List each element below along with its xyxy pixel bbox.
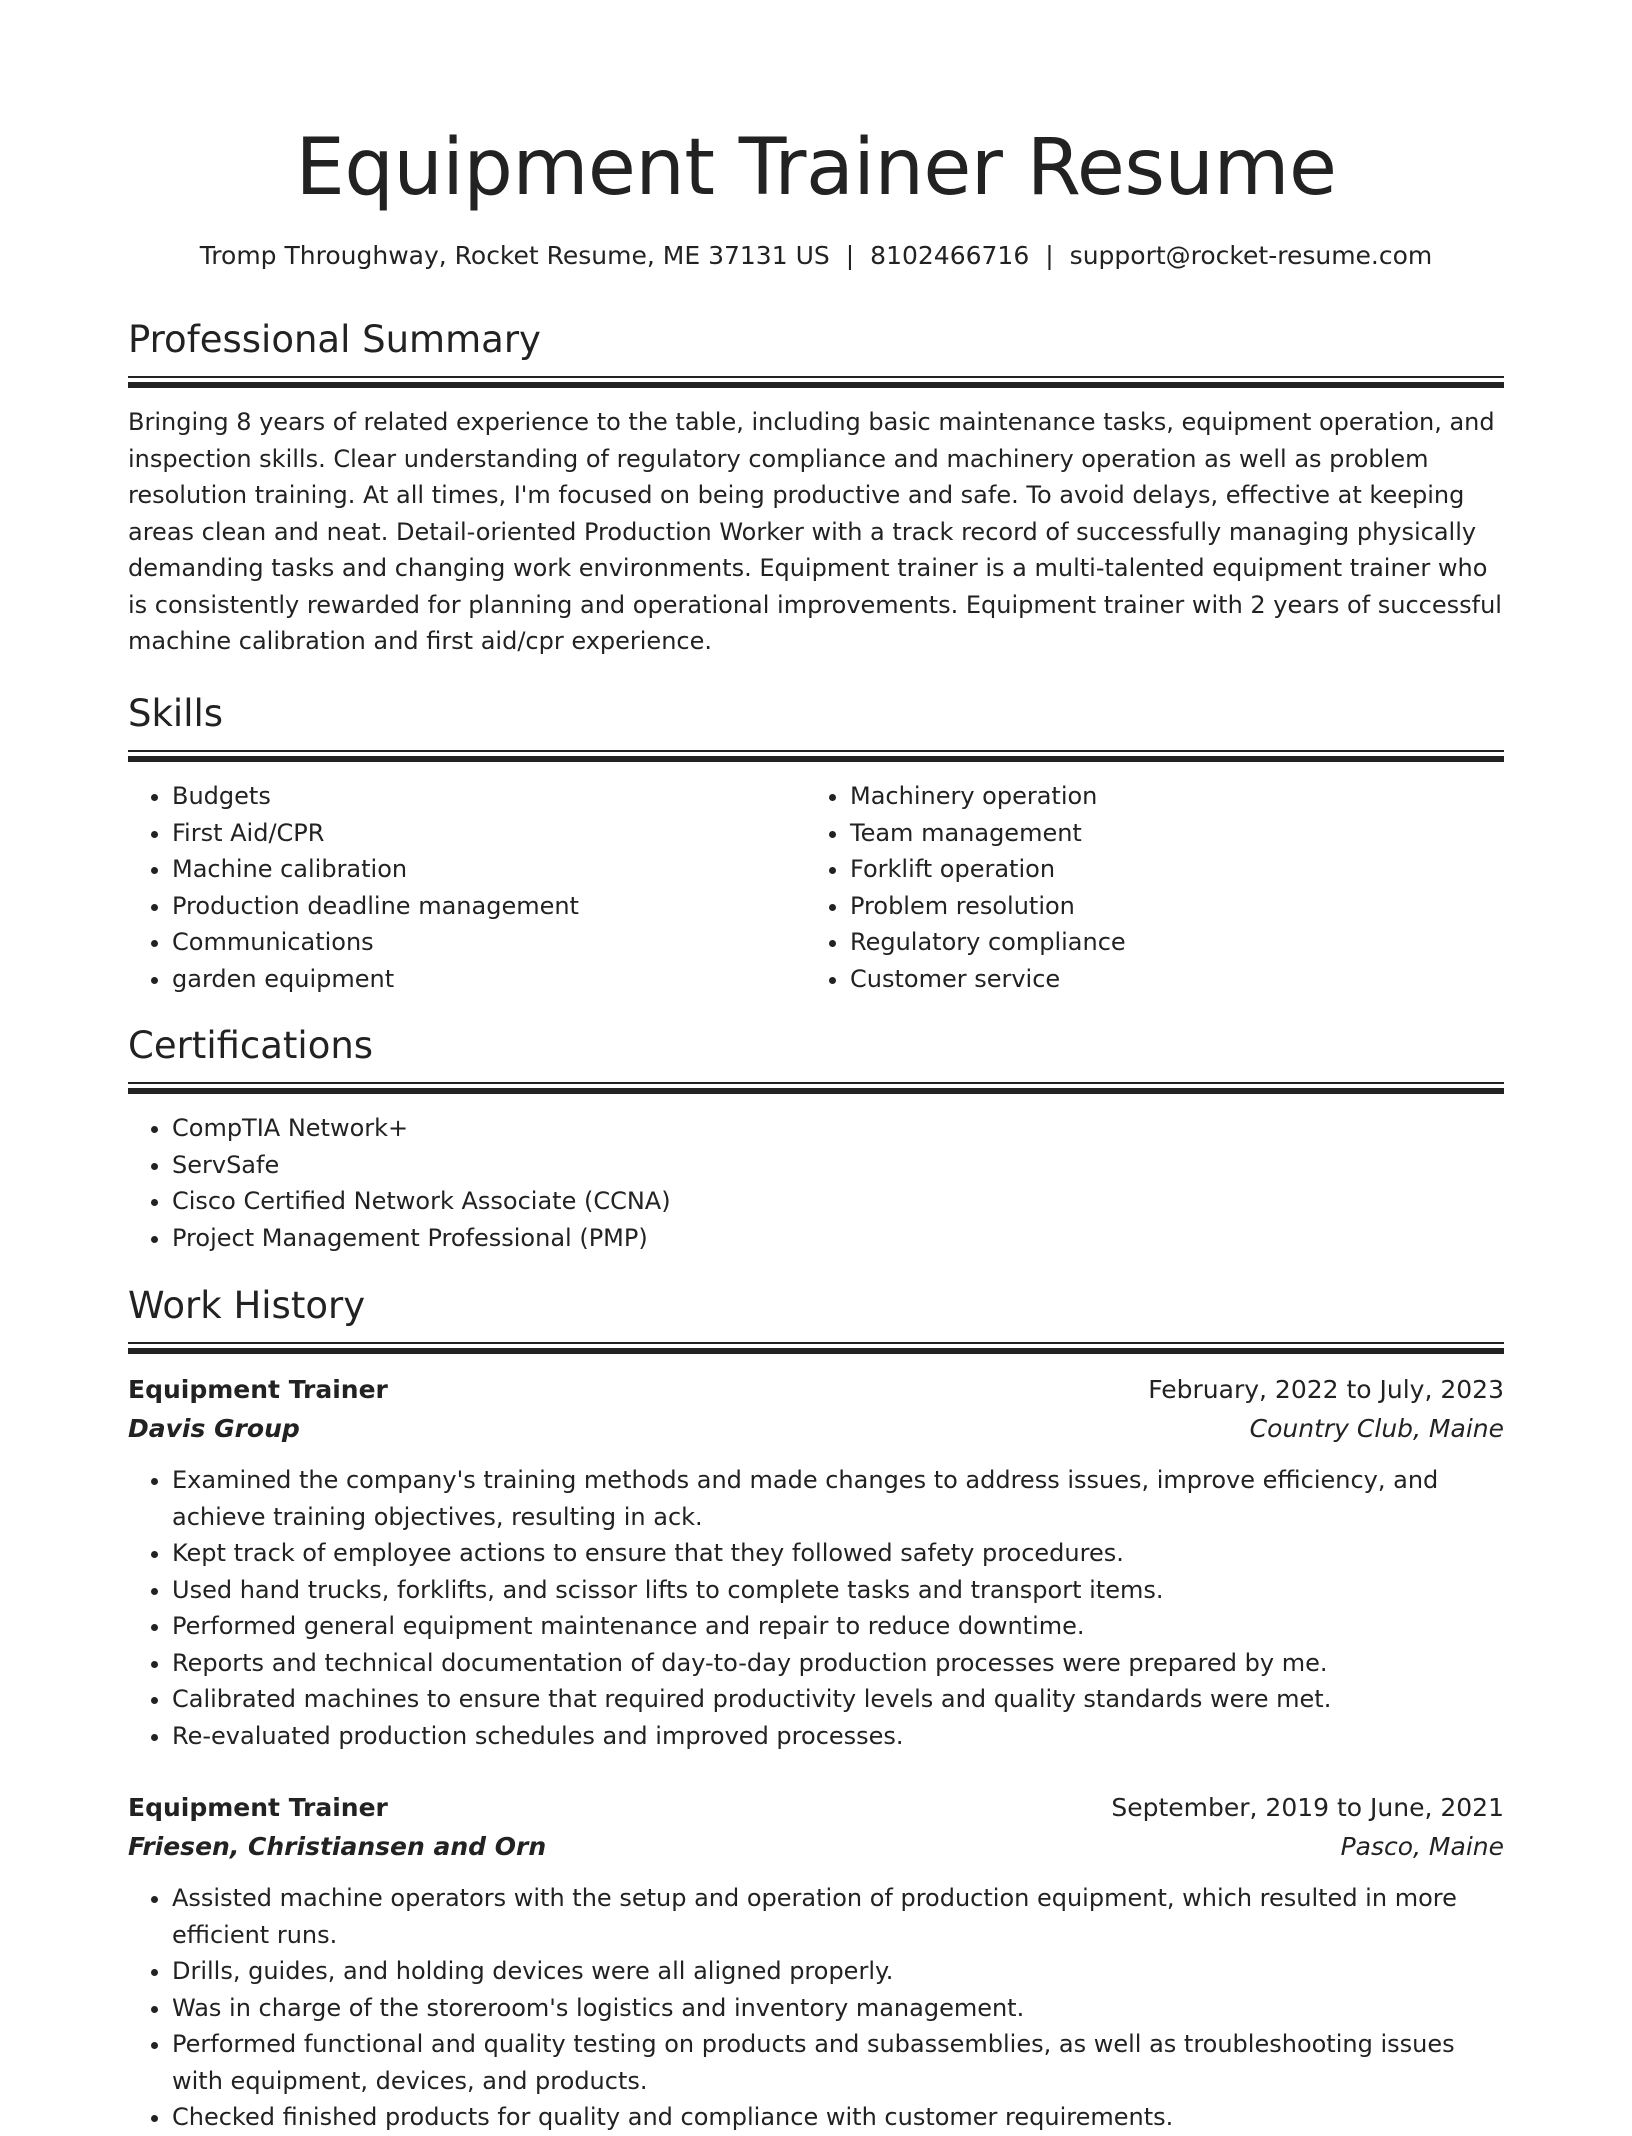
job-bullet: • Examined the company's training methods and made changes to address issues, improve efficiency, and achieve training objectives, resulting in ack. [172, 1462, 1504, 1535]
contact-separator: | [845, 241, 855, 270]
certification-item: • ServSafe [172, 1147, 1504, 1184]
job-company-row [128, 1827, 1504, 1866]
skill-item: • Machine calibration [172, 851, 806, 888]
resume-title: Equipment Trainer Resume [295, 123, 1337, 213]
summary-heading: Professional Summary [128, 318, 541, 361]
job-bullet: • Assisted machine operators with the setup and operation of production equipment, which resulted in more efficient runs. [172, 1880, 1504, 1953]
skills-heading: Skills [128, 692, 224, 735]
skill-item: • Communications [172, 924, 806, 961]
job-bullets [128, 1462, 1504, 1754]
job-entry [128, 1370, 1504, 1754]
job-location: Pasco, Maine [1340, 1832, 1504, 1861]
skills-section [128, 690, 1504, 997]
job-bullet: • Calibrated machines to ensure that required productivity levels and quality standards were met. [172, 1681, 1504, 1718]
job-title: Equipment Trainer [128, 1375, 388, 1404]
skill-item: • Budgets [172, 778, 806, 815]
contact-separator: | [1045, 241, 1054, 270]
job-bullet: • Was in charge of the storeroom's logistics and inventory management. [172, 1990, 1504, 2027]
job-company: Davis Group [128, 1414, 300, 1443]
skill-item: • Regulatory compliance [850, 924, 1484, 961]
job-dates: September, 2019 to June, 2021 [1111, 1793, 1504, 1822]
summary-section [128, 316, 1504, 660]
skill-item: • Problem resolution [850, 888, 1484, 925]
section-divider [128, 1082, 1504, 1094]
job-company: Friesen, Christiansen and Orn [128, 1832, 547, 1861]
certifications-list [128, 1110, 1504, 1256]
skills-list-right [806, 778, 1484, 997]
summary-text: Bringing 8 years of related experience to the table, including basic maintenance tasks, equipment operation, and inspection skills. Clear understanding of regulatory compliance and machinery operation as well as problem resolution training. At all times, I'm focused on being productive and safe. To avoid delays, effective at keeping areas clean and neat. Detail-oriented Production Worker with a track record of successfully managing physically demanding tasks and changing work environments. Equipment trainer is a multi-talented equipment trainer who is consistently rewarded for planning and operational improvements. Equipment trainer with 2 years of successful machine calibration and first aid/cpr experience. [128, 408, 1502, 655]
job-location: Country Club, Maine [1249, 1414, 1504, 1443]
work-history-heading: Work History [128, 1284, 366, 1327]
certification-item: • CompTIA Network+ [172, 1110, 1504, 1147]
skill-item: • Customer service [850, 961, 1484, 998]
contact-line [128, 238, 1504, 274]
section-divider [128, 376, 1504, 388]
skill-item: • Team management [850, 815, 1484, 852]
job-bullet: • Used hand trucks, forklifts, and scissor lifts to complete tasks and transport items. [172, 1572, 1504, 1609]
section-divider [128, 1342, 1504, 1354]
job-entry [128, 1788, 1504, 2136]
job-bullet: • Checked finished products for quality and compliance with customer requirements. [172, 2099, 1504, 2136]
work-history-section [128, 1282, 1504, 2136]
contact-phone: 8102466716 [870, 241, 1030, 270]
job-bullet: • Reports and technical documentation of day-to-day production processes were prepared by me. [172, 1645, 1504, 1682]
job-bullet: • Drills, guides, and holding devices were all aligned properly. [172, 1953, 1504, 1990]
skills-columns [128, 762, 1504, 997]
job-bullet: • Re-evaluated production schedules and improved processes. [172, 1718, 1504, 1755]
skill-item: • Forklift operation [850, 851, 1484, 888]
job-title-row [128, 1788, 1504, 1827]
certifications-section [128, 1022, 1504, 1256]
job-title-row [128, 1370, 1504, 1409]
section-divider [128, 750, 1504, 762]
certification-item: • Cisco Certified Network Associate (CCNA) [172, 1183, 1504, 1220]
job-dates: February, 2022 to July, 2023 [1148, 1375, 1504, 1404]
certification-item: • Project Management Professional (PMP) [172, 1220, 1504, 1257]
contact-email: support@rocket-resume.com [1069, 241, 1433, 270]
contact-address: Tromp Throughway, Rocket Resume, ME 37131 US [199, 241, 830, 270]
certifications-heading: Certifications [128, 1024, 374, 1067]
skill-item: • Machinery operation [850, 778, 1484, 815]
job-bullets [128, 1880, 1504, 2136]
job-company-row [128, 1409, 1504, 1448]
skill-item: • Production deadline management [172, 888, 806, 925]
job-bullet: • Performed general equipment maintenance and repair to reduce downtime. [172, 1608, 1504, 1645]
skills-list-left [128, 778, 806, 997]
job-title: Equipment Trainer [128, 1793, 388, 1822]
skill-item: • First Aid/CPR [172, 815, 806, 852]
job-bullet: • Kept track of employee actions to ensure that they followed safety procedures. [172, 1535, 1504, 1572]
job-bullet: • Performed functional and quality testing on products and subassemblies, as well as troubleshooting issues with equipment, devices, and products. [172, 2026, 1504, 2099]
skill-item: • garden equipment [172, 961, 806, 998]
